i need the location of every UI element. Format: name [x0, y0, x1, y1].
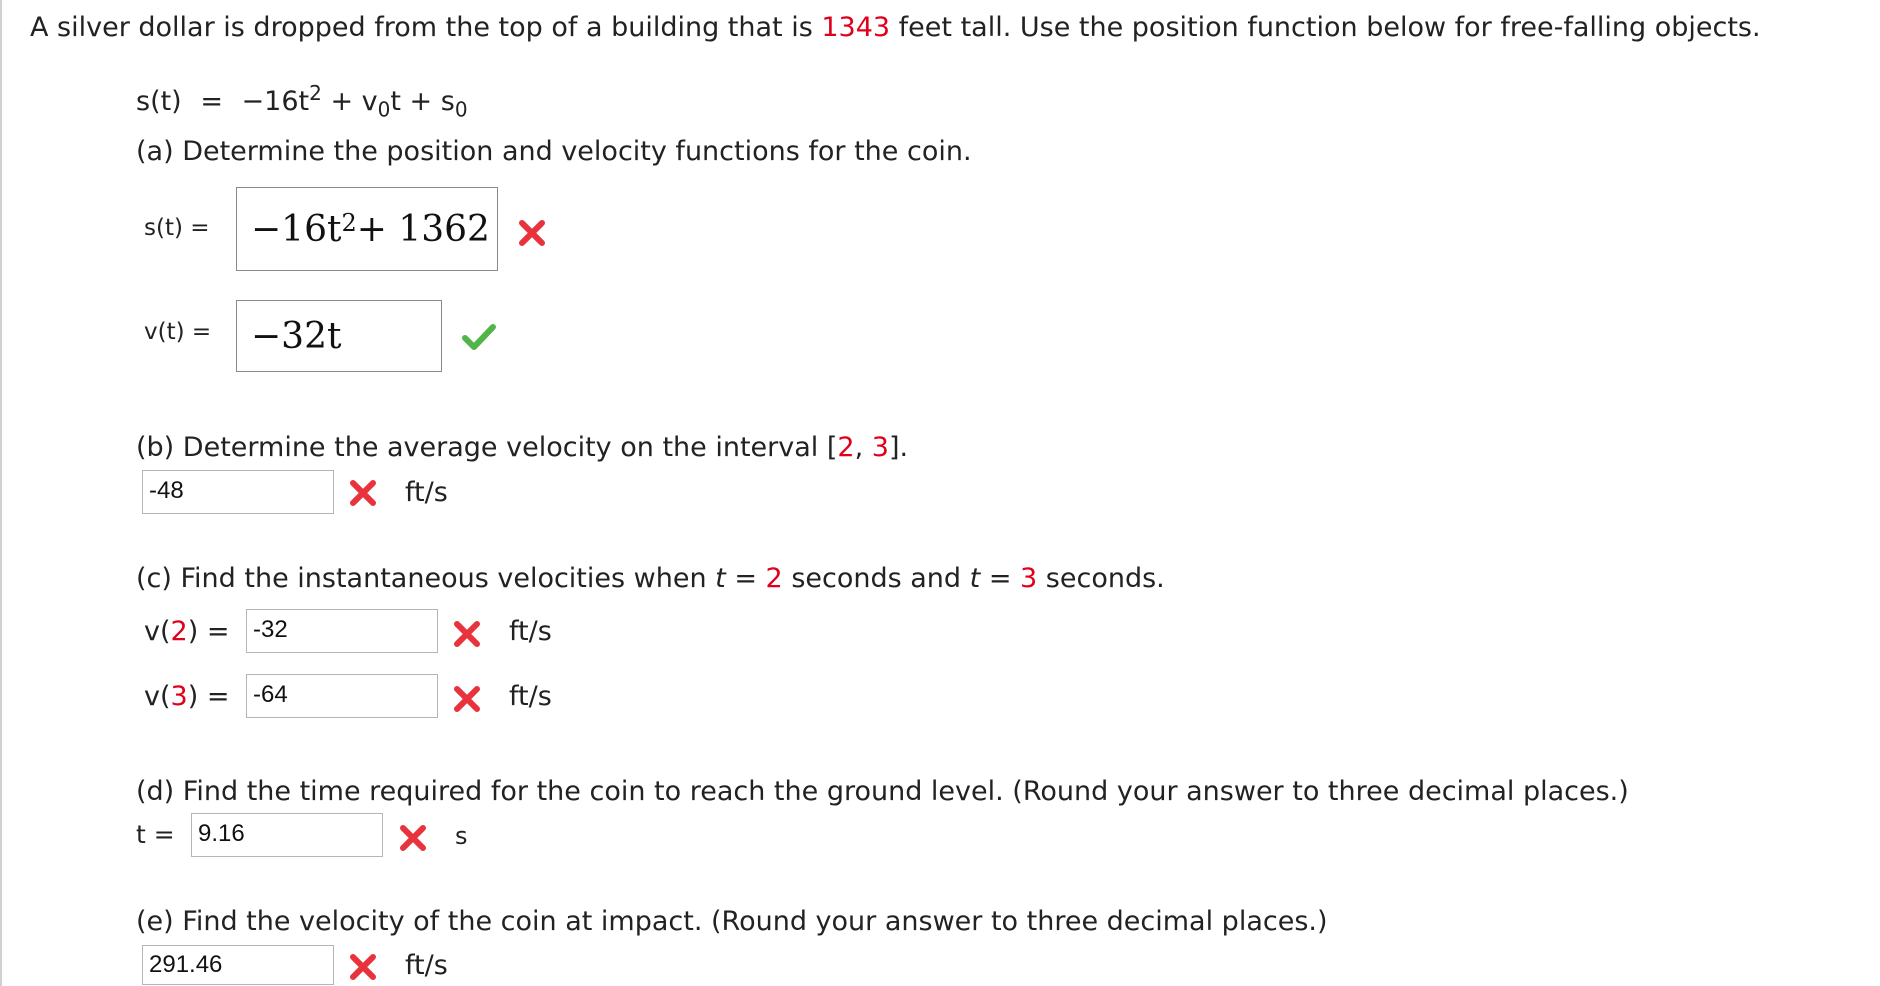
formula-subscript-v: 0 [377, 97, 391, 122]
formula-term-b: + v [321, 86, 378, 117]
v-answer-text: −32t [251, 315, 342, 357]
check-mark-icon [461, 322, 497, 352]
part-c-prompt-middle: seconds and [782, 563, 970, 594]
formula-term-c: t + s [390, 86, 455, 117]
s-function-label: s(t) = [144, 215, 210, 241]
intro-text-start: A silver dollar is dropped from the top of a building that is [30, 12, 822, 43]
part-c-equals-1: = [725, 563, 766, 594]
s-answer-term-a: −16t [251, 208, 342, 250]
x-mark-icon [452, 619, 482, 649]
formula-equals: = [200, 86, 223, 117]
part-c-equals-2: = [980, 563, 1021, 594]
v3-unit: ft/s [509, 681, 552, 712]
v2-label [144, 615, 229, 649]
time-variable: t [715, 563, 726, 594]
interval-start-value: 2 [837, 432, 855, 463]
v2-input[interactable]: -32 [246, 609, 438, 653]
impact-velocity-unit: ft/s [405, 950, 448, 981]
ground-time-input[interactable]: 9.16 [191, 813, 383, 857]
x-mark-icon [348, 952, 378, 982]
formula-lhs: s(t) [136, 86, 182, 117]
s-answer-exponent: 2 [341, 209, 357, 237]
formula-subscript-s: 0 [454, 97, 468, 122]
part-b-prompt-end: ]. [888, 432, 909, 463]
part-c-prompt-start: (c) Find the instantaneous velocities when [136, 563, 716, 594]
v2-argument: 2 [170, 616, 188, 647]
part-b-prompt-start: (b) Determine the average velocity on the interval [ [136, 432, 838, 463]
v-function-label: v(t) = [144, 319, 212, 345]
x-mark-icon [348, 478, 378, 508]
intro-text-end: feet tall. Use the position function below for free-falling objects. [890, 12, 1761, 43]
v2-label-end: ) = [187, 616, 230, 647]
ground-time-unit: s [455, 822, 468, 850]
time-variable: t [969, 563, 981, 594]
part-c-prompt [136, 562, 1165, 596]
part-e-prompt: (e) Find the velocity of the coin at impact. (Round your answer to three decimal places.) [136, 906, 1328, 937]
average-velocity-input[interactable]: -48 [142, 470, 334, 514]
part-c-prompt-end: seconds. [1037, 563, 1165, 594]
v3-argument: 3 [170, 681, 188, 712]
v2-label-start: v( [144, 616, 171, 647]
time-label: t = [136, 820, 175, 849]
interval-end-value: 3 [871, 432, 889, 463]
part-d-prompt: (d) Find the time required for the coin to reach the ground level. (Round your answer to three decimal places.) [136, 776, 1629, 807]
impact-velocity-input[interactable]: 291.46 [142, 945, 334, 985]
position-formula [136, 76, 468, 126]
time-value-1: 2 [765, 563, 783, 594]
v3-label-end: ) = [187, 681, 230, 712]
s-answer-term-b: + 1362 [356, 208, 490, 250]
v3-label [144, 680, 229, 714]
v3-input[interactable]: -64 [246, 674, 438, 718]
x-mark-icon [398, 823, 428, 853]
v2-unit: ft/s [509, 616, 552, 647]
v-function-answer-box[interactable] [236, 300, 442, 372]
time-value-2: 3 [1020, 563, 1038, 594]
x-mark-icon [452, 684, 482, 714]
formula-exponent: 2 [309, 81, 322, 105]
interval-comma: , [854, 432, 872, 463]
problem-intro [30, 11, 1761, 45]
x-mark-icon [517, 218, 547, 248]
v3-label-start: v( [144, 681, 171, 712]
formula-term-a: −16t [241, 86, 310, 117]
part-b-prompt [136, 431, 908, 465]
part-a-prompt: (a) Determine the position and velocity functions for the coin. [136, 136, 972, 167]
s-function-answer-box[interactable] [236, 187, 498, 271]
average-velocity-unit: ft/s [405, 477, 448, 508]
building-height-value: 1343 [821, 12, 891, 43]
